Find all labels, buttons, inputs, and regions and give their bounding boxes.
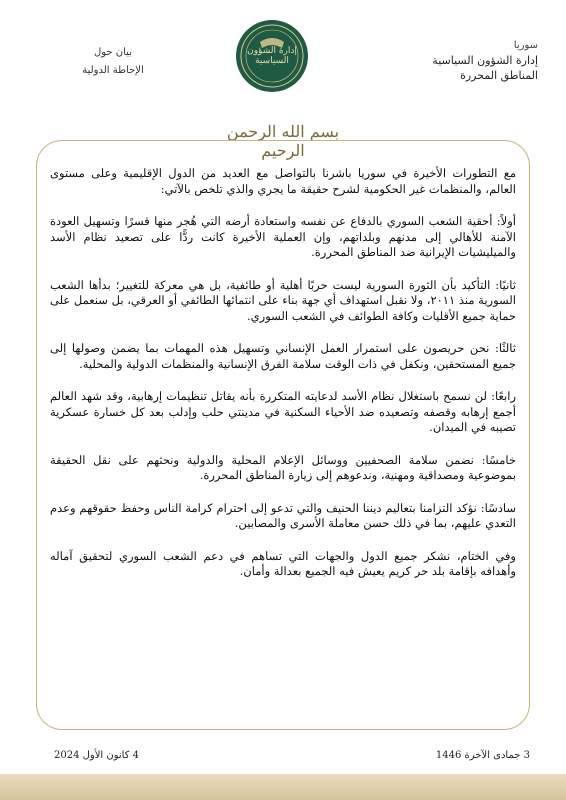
- point-fifth: خامسًا: نضمن سلامة الصحفيين ووسائل الإعلام المحلية والدولية ونحثهم على نقل الحقيقة بموضوعية ومصداقية ومهنية، وندعوهم إلى زيارة المناطق المحررة.: [50, 452, 516, 482]
- seal-text: إدارة الشؤون السياسية: [247, 46, 297, 66]
- point-second: ثانيًا: التأكيد بأن الثورة السورية ليست حربًا أهلية أو طائفية، بل هي معركة للتغيير؛ بدأها الشعب السورية منذ ٢٠١١، ولا نقبل استهداف أي جهة بناء على انتمائها الطائفي أو العرقي، بل سنعمل على حماية جميع الأقليات وكافة الطوائف في الشعب السوري.: [50, 277, 516, 323]
- subject-line-2: الإحاطة الدولية: [82, 65, 144, 76]
- date-gregorian: 4 كانون الأول 2024: [54, 750, 140, 761]
- decorative-bottom-band: [0, 774, 566, 800]
- issuer-block: [388, 38, 538, 83]
- point-fourth: رابعًا: لن نسمح باستغلال نظام الأسد لدعايته المتكررة بأنه يقاتل تنظيمات إرهابية، وقد شهد العالم أجمع إرهابه وقصفه وتصعيده ضد الأحياء السكنية في مدينتي حلب وإدلب بعد كل خسارة عسكرية تصيبه في الميدان.: [50, 389, 516, 434]
- point-sixth: سادسًا: نؤكد التزامنا بتعاليم ديننا الحنيف والتي تدعو إلى احترام كرامة الناس وحفظ حقوقهم وعدم التعدي عليهم، بما في ذلك حسن معاملة الأسرى والمصابين.: [50, 500, 516, 530]
- statement-body: [50, 166, 516, 597]
- issuer-department: إدارة الشؤون السياسية: [432, 54, 538, 67]
- intro-paragraph: مع التطورات الأخيرة في سوريا باشرنا بالتواصل مع العديد من الدول الإقليمية وعلى مستوى العالم، والمنظمات غير الحكومية لشرح حقيقة ما يجري والذي تلخص بالآتي:: [50, 166, 516, 196]
- statement-subject: [58, 44, 168, 80]
- basmala-calligraphy: بسم الله الرحمن الرحيم: [226, 122, 340, 160]
- footer: [0, 750, 566, 770]
- closing-paragraph: وفي الختام، نشكر جميع الدول والجهات التي تساهم في دعم الشعب السوري لتحقيق آماله وأهدافه بإقامة بلد حر كريم يعيش فيه الجميع بعدالة وأمان.: [50, 548, 516, 578]
- point-third: ثالثًا: نحن حريصون على استمرار العمل الإنساني وتسهيل هذه المهمات بما يضمن وصولها إلى جميع المستحقين، ونكفل في ذات الوقت سلامة الفرق الإنسانية والمنظمات الدولية والمحلية.: [50, 341, 516, 371]
- issuer-region: المناطق المحررة: [460, 69, 538, 82]
- issuer-country: سوريا: [513, 40, 538, 51]
- point-first: أولاً: أحقية الشعب السوري بالدفاع عن نفسه واستعادة أرضه التي هُجر منها قسرًا وتسهيل العودة الآمنة للأهالي إلى مدنهم وبلداتهم، وإن العملية الأخيرة كانت ردًّا على تصعيد نظام الأسد والميليشيات الإيرانية ضد المناطق المحررة.: [50, 214, 516, 259]
- subject-line-1: بيان حول: [94, 47, 132, 58]
- official-seal-logo: [236, 20, 308, 92]
- date-hijri: 3 جمادى الآخرة 1446: [435, 750, 530, 761]
- letterhead: [0, 0, 566, 110]
